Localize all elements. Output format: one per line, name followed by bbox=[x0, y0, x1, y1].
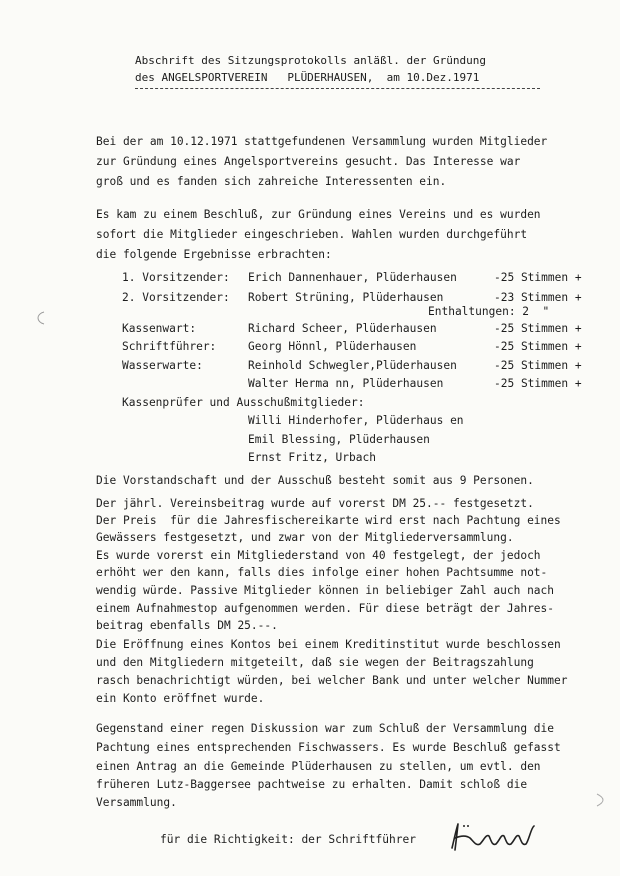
para5-line: einen Antrag an die Gemeinde Plüderhausen zu stellen, um evtl. den bbox=[96, 760, 541, 773]
role-label: Kassenwart: bbox=[122, 322, 197, 335]
signature-line: für die Richtigkeit: der Schriftführer bbox=[160, 833, 416, 846]
para2-line: Es kam zu einem Beschluß, zur Gründung eines Vereins und es wurden bbox=[96, 208, 541, 221]
vote-result: -25 Stimmen + bbox=[494, 271, 582, 284]
para4-line: rasch benachrichtigt würden, bei welcher Bank und unter welcher Nummer bbox=[96, 674, 568, 687]
para5-line: Gegenstand einer regen Diskussion war zum Schluß der Versammlung die bbox=[96, 722, 555, 735]
para4-line: Es wurde vorerst ein Mitgliederstand von 40 festgelegt, der jedoch bbox=[96, 549, 541, 562]
para4-line: wendig würde. Passive Mitglieder können in beliebiger Zahl auch nach bbox=[96, 584, 555, 597]
para4-line: und den Mitgliedern mitgeteilt, daß sie wegen der Beitragszahlung bbox=[96, 656, 534, 669]
para4-line: Der jährl. Vereinsbeitrag wurde auf vorerst DM 25.-- festgesetzt. bbox=[96, 497, 534, 510]
handwritten-signature bbox=[446, 818, 546, 858]
vote-result: -25 Stimmen + bbox=[494, 340, 582, 353]
member-name: Georg Hönnl, Plüderhausen bbox=[248, 340, 417, 353]
para4-line: beitrag ebenfalls DM 25.--. bbox=[96, 619, 278, 632]
member-name: Emil Blessing, Plüderhausen bbox=[248, 433, 430, 446]
member-name: Erich Dannenhauer, Plüderhausen bbox=[248, 271, 457, 284]
abstentions: Enthaltungen: 2 " bbox=[428, 305, 550, 318]
para2-line: sofort die Mitglieder eingeschrieben. Wahlen wurden durchgeführt bbox=[96, 228, 528, 241]
member-name: Ernst Fritz, Urbach bbox=[248, 451, 376, 464]
para1-line: groß und es fanden sich zahreiche Interessenten ein. bbox=[96, 175, 447, 188]
para4-line: Die Eröffnung eines Kontos bei einem Kreditinstitut wurde beschlossen bbox=[96, 638, 561, 651]
vote-result: -25 Stimmen + bbox=[494, 377, 582, 390]
para1-line: Bei der am 10.12.1971 stattgefundenen Versammlung wurden Mitglieder bbox=[96, 135, 548, 148]
role-label: Wasserwarte: bbox=[122, 359, 203, 372]
role-label: 2. Vorsitzender: bbox=[122, 291, 230, 304]
para4-line: ein Konto eröffnet wurde. bbox=[96, 692, 265, 705]
member-name: Robert Strüning, Plüderhausen bbox=[248, 291, 444, 304]
header-line-1: Abschrift des Sitzungsprotokolls anläßl. der Gründung bbox=[135, 54, 486, 67]
header-underline bbox=[135, 88, 540, 89]
margin-mark-icon bbox=[30, 308, 50, 328]
para4-line: einem Aufnahmestop aufgenommen werden. Für diese beträgt der Jahres- bbox=[96, 602, 555, 615]
vote-result: -23 Stimmen + bbox=[494, 291, 582, 304]
kassenpruefer-label: Kassenprüfer und Ausschußmitglieder: bbox=[122, 396, 365, 409]
header-line-2: des ANGELSPORTVEREIN PLÜDERHAUSEN, am 10.Dez.1971 bbox=[135, 71, 480, 84]
para4-line: Gewässers festgesetzt, und zwar von der Mitgliederversammlung. bbox=[96, 531, 514, 544]
para3-line: Die Vorstandschaft und der Ausschuß besteht somit aus 9 Personen. bbox=[96, 474, 534, 487]
para5-line: Versammlung. bbox=[96, 796, 177, 809]
role-label: Schriftführer: bbox=[122, 340, 217, 353]
vote-result: -25 Stimmen + bbox=[494, 322, 582, 335]
para2-line: die folgende Ergebnisse erbrachten: bbox=[96, 248, 332, 261]
member-name: Walter Herma nn, Plüderhausen bbox=[248, 377, 444, 390]
para5-line: Pachtung eines entsprechenden Fischwassers. Es wurde Beschluß gefasst bbox=[96, 741, 561, 754]
para5-line: früheren Lutz-Baggersee pachtweise zu erhalten. Damit schloß die bbox=[96, 778, 528, 791]
vote-result: -25 Stimmen + bbox=[494, 359, 582, 372]
para1-line: zur Gründung eines Angelsportvereins gesucht. Das Interesse war bbox=[96, 155, 521, 168]
role-label: 1. Vorsitzender: bbox=[122, 271, 230, 284]
para4-line: erhöht wer den kann, falls dies infolge einer hohen Pachtsumme not- bbox=[96, 566, 548, 579]
member-name: Willi Hinderhofer, Plüderhaus en bbox=[248, 414, 464, 427]
margin-mark-icon bbox=[593, 790, 613, 810]
member-name: Reinhold Schwegler,Plüderhausen bbox=[248, 359, 457, 372]
member-name: Richard Scheer, Plüderhausen bbox=[248, 322, 437, 335]
para4-line: Der Preis für die Jahresfischereikarte wird erst nach Pachtung eines bbox=[96, 514, 561, 527]
